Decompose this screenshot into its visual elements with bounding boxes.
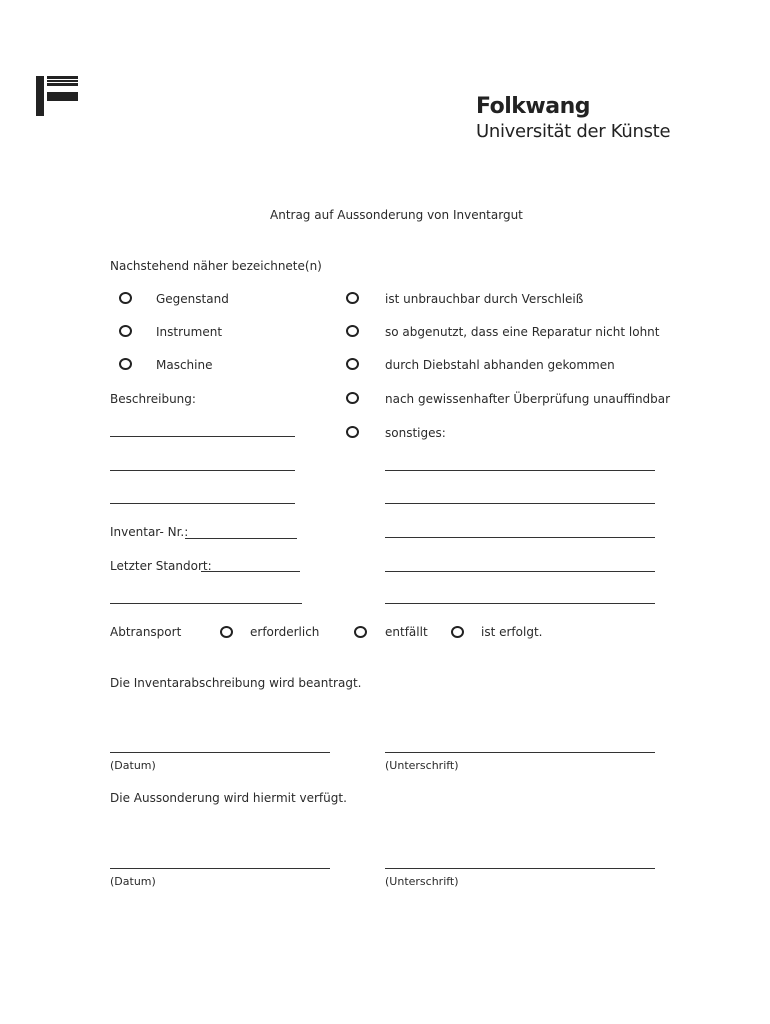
other-reason-line-5[interactable] [385, 603, 655, 604]
radio-maschine[interactable] [119, 358, 132, 370]
transport-erforderlich-label: erforderlich [250, 625, 320, 639]
approval-date-field[interactable] [110, 868, 330, 869]
description-line-2[interactable] [110, 470, 295, 471]
approval-statement: Die Aussonderung wird hiermit verfügt. [110, 791, 347, 805]
inventory-nr-label: Inventar- Nr.: [110, 525, 189, 539]
transport-entfaellt-label: entfällt [385, 625, 428, 639]
last-location-line-2[interactable] [110, 603, 302, 604]
request-signature-label: (Unterschrift) [385, 759, 459, 772]
approval-date-label: (Datum) [110, 875, 156, 888]
option-instrument-label: Instrument [156, 325, 223, 339]
radio-reason-verschleiss[interactable] [346, 292, 359, 304]
reason-diebstahl-label: durch Diebstahl abhanden gekommen [385, 358, 615, 372]
request-signature-field[interactable] [385, 752, 655, 753]
description-line-3[interactable] [110, 503, 295, 504]
request-date-field[interactable] [110, 752, 330, 753]
other-reason-line-1[interactable] [385, 470, 655, 471]
radio-gegenstand[interactable] [119, 292, 132, 304]
brand-subtitle: Universität der Künste [476, 121, 671, 142]
approval-signature-field[interactable] [385, 868, 655, 869]
folkwang-f-logo-icon [36, 76, 78, 116]
other-reason-line-3[interactable] [385, 537, 655, 538]
radio-instrument[interactable] [119, 325, 132, 337]
approval-signature-label: (Unterschrift) [385, 875, 459, 888]
inventory-nr-field[interactable] [185, 538, 297, 539]
reason-sonstiges-label: sonstiges: [385, 426, 446, 440]
reason-verschleiss-label: ist unbrauchbar durch Verschleiß [385, 292, 584, 306]
description-line-1[interactable] [110, 436, 295, 437]
brand-name: Folkwang [476, 94, 591, 119]
option-gegenstand-label: Gegenstand [156, 292, 229, 306]
transport-erfolgt-label: ist erfolgt. [481, 625, 543, 639]
radio-transport-erforderlich[interactable] [220, 626, 233, 638]
reason-unauffindbar-label: nach gewissenhafter Überprüfung unauffindbar [385, 392, 671, 406]
description-label: Beschreibung: [110, 392, 196, 406]
radio-transport-entfaellt[interactable] [354, 626, 367, 638]
form-title: Antrag auf Aussonderung von Inventargut [270, 208, 523, 222]
last-location-label: Letzter Standort: [110, 559, 212, 573]
radio-reason-abgenutzt[interactable] [346, 325, 359, 337]
request-date-label: (Datum) [110, 759, 156, 772]
radio-reason-sonstiges[interactable] [346, 426, 359, 438]
radio-reason-diebstahl[interactable] [346, 358, 359, 370]
radio-reason-unauffindbar[interactable] [346, 392, 359, 404]
other-reason-line-2[interactable] [385, 503, 655, 504]
reason-abgenutzt-label: so abgenutzt, dass eine Reparatur nicht lohnt [385, 325, 660, 339]
option-maschine-label: Maschine [156, 358, 213, 372]
last-location-field[interactable] [201, 571, 300, 572]
other-reason-line-4[interactable] [385, 571, 655, 572]
request-statement: Die Inventarabschreibung wird beantragt. [110, 676, 362, 690]
intro-text: Nachstehend näher bezeichnete(n) [110, 259, 322, 273]
transport-label: Abtransport [110, 625, 182, 639]
radio-transport-erfolgt[interactable] [451, 626, 464, 638]
